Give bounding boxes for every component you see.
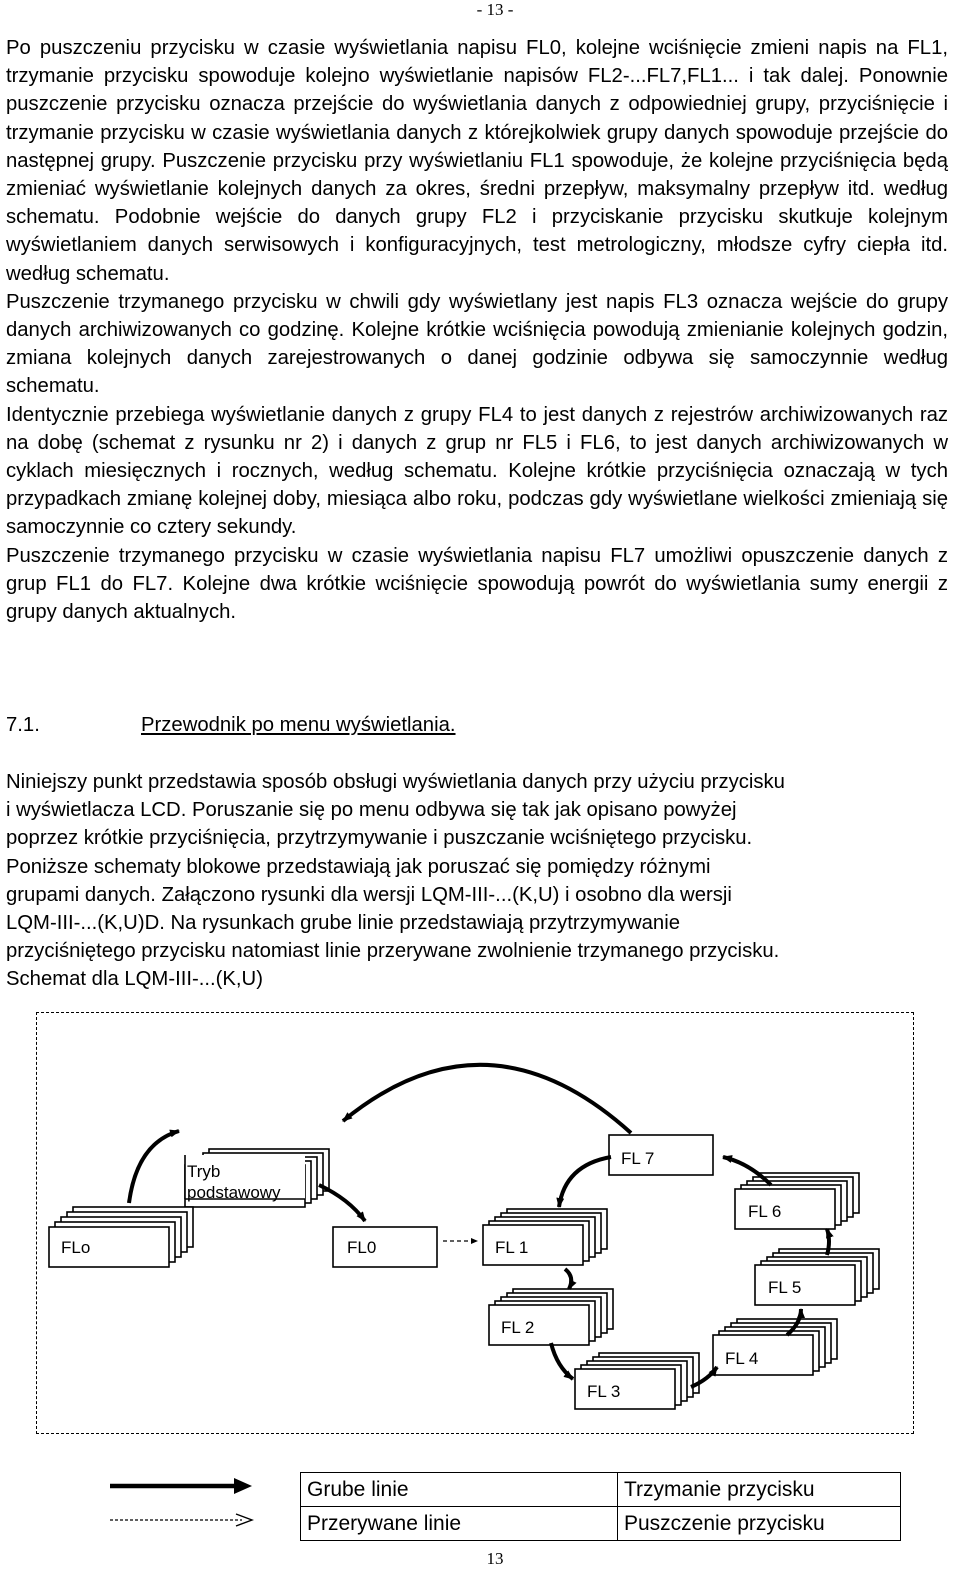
section-number: 7.1. <box>6 714 40 736</box>
section-heading <box>6 711 456 739</box>
paragraph: Identycznie przebiega wyświetlanie danych z grupy FL4 to jest danych z rejestrów archiwizowanych raz na dobę (schemat z rysunku nr 2) i danych z grup nr FL5 i FL6, to jest danych archiwizowanych w cyklach miesięcznych i rocznych, według schematu. Kolejne krótkie przyciśnięcia oznaczają w tych przypadkach zmianę kolejnej doby, miesiąca albo roku, podczas gdy wyświetlane wielkości zmieniają się samoczynnie co cztery sekundy. <box>6 403 948 539</box>
page-number-top: - 13 - <box>476 0 514 19</box>
node-label: podstawowy <box>187 1183 281 1202</box>
node-label: Tryb <box>187 1162 221 1181</box>
legend-table <box>46 1472 901 1541</box>
menu-diagram <box>36 1012 914 1434</box>
intro-text <box>6 768 948 994</box>
node-label: FL 6 <box>748 1202 782 1221</box>
intro-line: LQM-III-...(K,U)D. Na rysunkach grube linie przedstawiają przytrzymywanie <box>6 912 680 935</box>
arrow-hold <box>551 1343 573 1379</box>
intro-line: przyciśniętego przycisku natomiast linie przerywane zwolnienie trzymanego przycisku. <box>6 940 780 963</box>
node-flo <box>49 1207 193 1267</box>
body-text <box>6 34 948 626</box>
intro-line: poprzez krótkie przyciśnięcia, przytrzymywanie i puszczanie wciśniętego przycisku. <box>6 827 753 850</box>
arrow-hold <box>827 1229 829 1255</box>
legend-meaning: Puszczenie przycisku <box>618 1507 901 1541</box>
page-number-bottom: 13 <box>486 1549 504 1568</box>
arrow-hold <box>559 1157 611 1207</box>
node-fl0 <box>333 1227 437 1267</box>
legend-dashed-line <box>46 1507 301 1541</box>
legend-meaning: Trzymanie przycisku <box>618 1473 901 1507</box>
arrow-hold <box>343 1065 631 1133</box>
intro-line: Niniejszy punkt przedstawia sposób obsługi wyświetlania danych przy użyciu przycisku <box>6 771 785 793</box>
intro-line: i wyświetlacza LCD. Poruszanie się po menu odbywa się tak jak opisano powyżej <box>6 799 737 822</box>
node-fl5 <box>755 1249 879 1305</box>
intro-line: Schemat dla LQM-III-...(K,U) <box>6 968 263 991</box>
section-title: Przewodnik po menu wyświetlania. <box>141 714 456 736</box>
node-label: FL 4 <box>725 1349 759 1368</box>
paragraph: Puszczenie trzymanego przycisku w czasie wyświetlania napisu FL7 umożliwi opuszczenie danych z grup FL1 do FL7. Kolejne dwa krótkie wciśnięcie spowodują powrót do wyświetlania sumy energii z grupy danych aktualnych. <box>6 544 948 624</box>
legend-label: Grube linie <box>301 1473 618 1507</box>
arrow-hold <box>319 1185 365 1221</box>
node-label: FL 3 <box>587 1382 621 1401</box>
node-label: FL0 <box>347 1238 377 1257</box>
node-label: FLo <box>61 1238 91 1257</box>
node-fl1 <box>483 1209 607 1265</box>
intro-line: grupami danych. Załączono rysunki dla wersji LQM-III-...(K,U) i osobno dla wersji <box>6 883 732 906</box>
legend-thick-line <box>46 1473 301 1507</box>
node-label: FL 5 <box>768 1278 802 1297</box>
legend-row <box>46 1473 901 1507</box>
node-fl4 <box>713 1319 837 1375</box>
node-label: FL 1 <box>495 1238 529 1257</box>
node-fl6 <box>735 1173 859 1229</box>
node-label: FL 2 <box>501 1318 535 1337</box>
legend-label: Przerywane linie <box>301 1507 618 1541</box>
node-fl7 <box>609 1135 713 1175</box>
intro-line: Poniższe schematy blokowe przedstawiają jak poruszać się pomiędzy różnymi <box>6 855 711 878</box>
node-label: FL 7 <box>621 1149 655 1168</box>
legend-row <box>46 1507 901 1541</box>
paragraph: Po puszczeniu przycisku w czasie wyświetlania napisu FL0, kolejne wciśnięcie zmieni napis na FL1, trzymanie przycisku spowoduje kolejno wyświetlanie napisów FL2-...FL7,FL1... i tak dalej. Ponownie puszczenie przycisku oznacza przejście do wyświetlania danych z odpowiedniej grupy, przyciśnięcie i trzymanie przycisku w czasie wyświetlania danych z którejkolwiek grupy danych spowoduje przejście do następnej grupy. Puszczenie przycisku przy wyświetlaniu FL1 spowoduje, że kolejne przyciśnięcia będą zmieniać wyświetlanie kolejnych danych za okres, średni przepływ, maksymalny przepływ itd. według schematu. Podobnie wejście do danych grupy FL2 i przyciskanie przycisku skutkuje kolejnym wyświetlaniem danych serwisowych i konfiguracyjnych, test metrologiczny, młodsze cyfry ciepła itd. według schematu. <box>6 37 948 285</box>
node-tryb-podstawowy <box>185 1149 329 1207</box>
arrow-hold <box>565 1269 571 1289</box>
paragraph: Puszczenie trzymanego przycisku w chwili gdy wyświetlany jest napis FL3 oznacza wejście do grupy danych archiwizowanych co godzinę. Kolejne krótkie wciśnięcia powodują zmienianie kolejnych godzin, zmiana kolejnych danych zarejestrowanych o danej godzinie odbywa się samoczynnie według schematu. <box>6 290 948 398</box>
arrow-hold <box>129 1131 179 1203</box>
node-fl2 <box>489 1289 613 1345</box>
node-fl3 <box>575 1353 699 1409</box>
